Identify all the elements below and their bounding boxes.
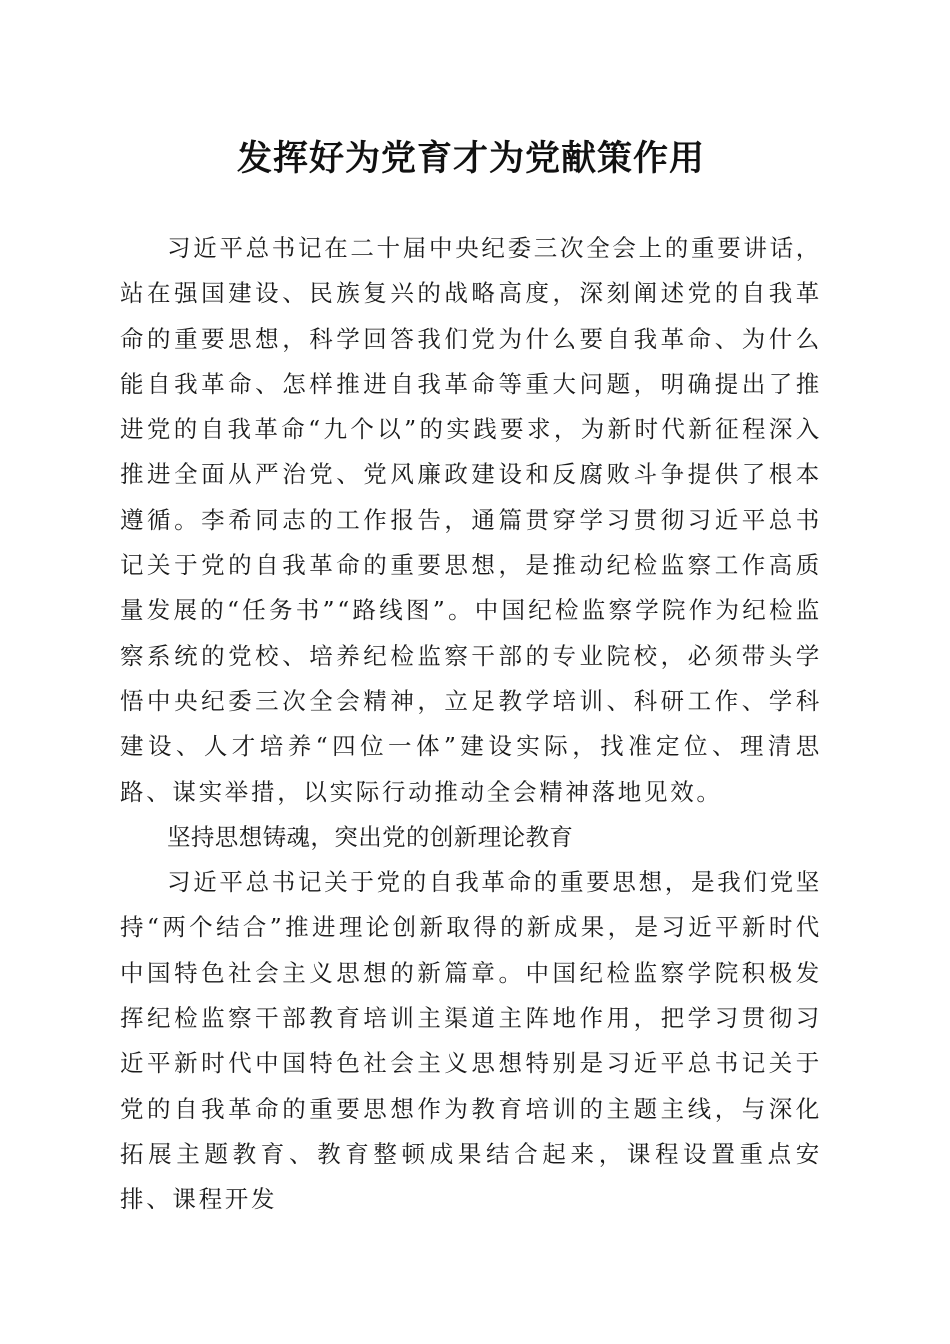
intro-paragraph: 习近平总书记在二十届中央纪委三次全会上的重要讲话，站在强国建设、民族复兴的战略高度，深刻阐述党的自我革命的重要思想，科学回答我们党为什么要自我革命、为什么能自我革命、怎样推进自我革命等重大问题，明确提出了推进党的自我革命“九个以”的实践要求，为新时代新征程深入推进全面从严治党、党风廉政建设和反腐败斗争提供了根本遵循。李希同志的工作报告，通篇贯穿学习贯彻习近平总书记关于党的自我革命的重要思想，是推动纪检监察工作高质量发展的“任务书”“路线图”。中国纪检监察学院作为纪检监察系统的党校、培养纪检监察干部的专业院校，必须带头学悟中央纪委三次全会精神，立足教学培训、科研工作、学科建设、人才培养“四位一体”建设实际，找准定位、理清思路、谋实举措，以实际行动推动全会精神落地见效。 [120,234,822,806]
document-body [120,226,822,1223]
section-paragraph: 习近平总书记关于党的自我革命的重要思想，是我们党坚持“两个结合”推进理论创新取得的新成果，是习近平新时代中国特色社会主义思想的新篇章。中国纪检监察学院积极发挥纪检监察干部教育培训主渠道主阵地作用，把学习贯彻习近平新时代中国特色社会主义思想特别是习近平总书记关于党的自我革命的重要思想作为教育培训的主题主线，与深化拓展主题教育、教育整顿成果结合起来，课程设置重点安排、课程开发 [120,868,822,1214]
section-heading: 坚持思想铸魂，突出党的创新理论教育 [167,822,574,851]
document-title: 发挥好为党育才为党献策作用 [236,138,705,179]
